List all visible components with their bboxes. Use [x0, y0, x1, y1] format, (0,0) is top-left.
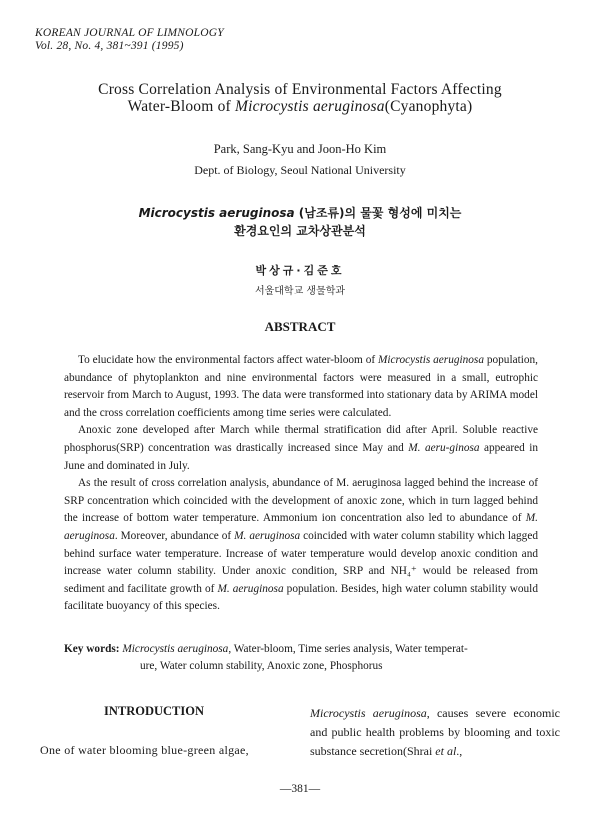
- keywords-line-2: ure, Water column stability, Anoxic zone, Phosphorus: [140, 660, 383, 672]
- title-line-1: Cross Correlation Analysis of Environmental Factors Affecting: [98, 81, 502, 98]
- introduction-left-text: One of water blooming blue-green algae,: [40, 743, 249, 757]
- title-line-2: [40, 98, 560, 115]
- introduction-right-text: [310, 704, 560, 761]
- abstract-p2-text-end: appeared in June and dominated in July.: [64, 441, 538, 472]
- abstract-p3-species-3: M. aeruginosa: [217, 582, 284, 595]
- abstract-paragraph-2: [64, 422, 538, 475]
- abstract-p1-text-end: population, abundance of phytoplankton and nine environmental factors were measured in a small, eutrophic reservoir from March to August, 1993. The data were transformed into stationary data by ARIMA model and the cross correlation coefficients among time series were calculated.: [64, 354, 538, 419]
- abstract-p3-text-4: population. Besides, high water column stability would facilitate buoyancy of this species.: [64, 582, 538, 613]
- korean-affiliation: 서울대학교 생물학과: [254, 286, 346, 297]
- journal-name: KOREAN JOURNAL OF LIMNOLOGY: [35, 27, 224, 39]
- keywords-species: Microcystis aeruginosa: [122, 643, 229, 655]
- korean-authors: 박상규·김준호: [255, 264, 345, 277]
- journal-header: [35, 27, 224, 53]
- abstract-p1-text: To elucidate how the environmental factors affect water-bloom of: [78, 354, 378, 366]
- abstract-p3-species-2: M. aeruginosa: [234, 529, 301, 542]
- keywords: [64, 641, 542, 675]
- abstract-p2-text: Anoxic zone developed after March while thermal stratification did after April. Soluble reactive phosphorus(SRP) concentration was drastically increased since May and: [64, 424, 538, 454]
- keywords-line-1: , Water-bloom, Time series analysis, Water temperat-: [228, 643, 468, 655]
- abstract-p3-text-3: coincided with water column stability which lagged behind surface water temperature. Increase of water temperature would develop anoxic condition and increase water column stability. Under anoxic condition, SRP and NH₄⁺ would be released from sediment and facilitate growth of: [64, 529, 538, 595]
- abstract-p3-text: As the result of cross correlation analysis, abundance of M. aeruginosa lagged behind the increase of SRP concentration which coincided with the development of anoxic zone, which in turn lagged behind the increase of bottom water temperature. Ammonium ion concentration also led to abundance of: [64, 477, 538, 525]
- paper-title: [40, 81, 560, 115]
- korean-title-line1-rest: (남조류)의 물꽃 형성에 미치는: [294, 206, 462, 220]
- abstract-p3-species-1: M. aeruginosa: [64, 512, 538, 542]
- title-species: Microcystis aeruginosa: [234, 98, 385, 115]
- abstract-paragraph-3: [64, 475, 538, 616]
- intro-etal: et al: [435, 744, 457, 758]
- intro-right-end: .,: [456, 744, 463, 758]
- intro-species: Microcystis aeruginosa: [310, 706, 427, 720]
- korean-title-species: Microcystis aeruginosa: [138, 206, 295, 220]
- page-number: —381—: [279, 783, 321, 795]
- abstract-p2-species: M. aeru-ginosa: [408, 441, 480, 454]
- korean-title: [40, 204, 560, 240]
- abstract-p3-text-2: . Moreover, abundance of: [114, 529, 235, 542]
- title-line2-prefix: Water-Bloom of: [127, 98, 235, 115]
- keywords-label: Key words:: [64, 643, 120, 655]
- affiliation: Dept. of Biology, Seoul National University: [194, 163, 406, 177]
- introduction-heading: INTRODUCTION: [104, 704, 205, 718]
- abstract-heading: ABSTRACT: [264, 319, 336, 334]
- abstract-body: [64, 352, 538, 616]
- korean-title-line-2: 환경요인의 교차상관분석: [234, 224, 366, 238]
- authors: Park, Sang-Kyu and Joon-Ho Kim: [213, 142, 387, 156]
- abstract-p1-species: Microcystis aeruginosa: [377, 354, 484, 366]
- abstract-paragraph-1: [64, 352, 538, 422]
- journal-volume: Vol. 28, No. 4, 381~391 (1995): [35, 40, 184, 52]
- title-line2-suffix: (Cyanophyta): [384, 98, 473, 115]
- intro-right-text: , causes severe economic and public health problems by blooming and toxic substance secretion(Shrai: [310, 706, 561, 758]
- korean-title-line-1: [40, 204, 560, 222]
